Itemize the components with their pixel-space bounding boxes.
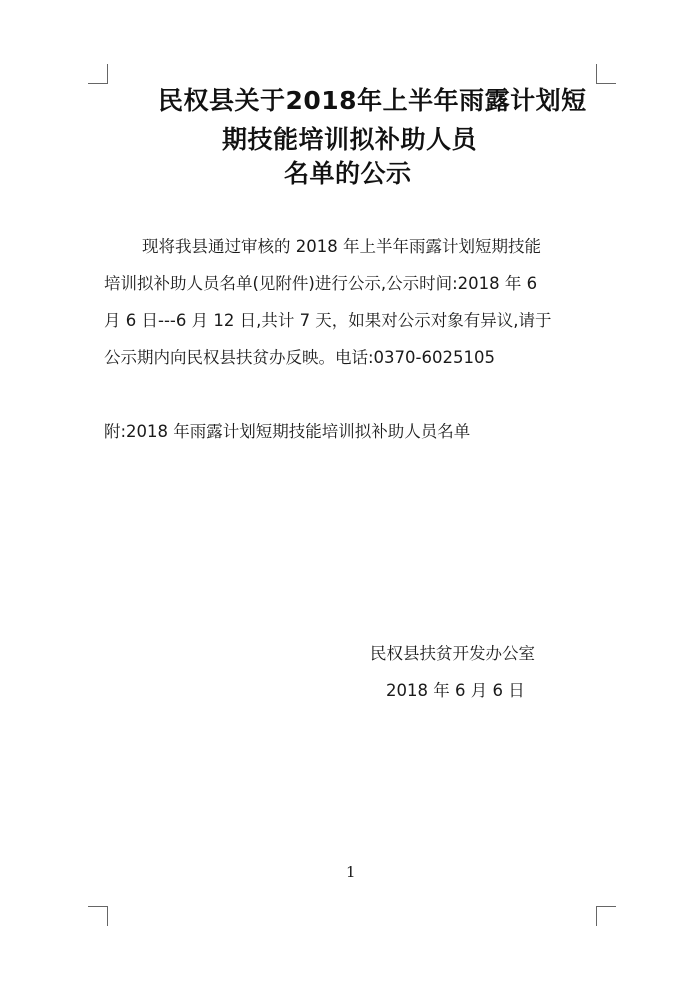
crop-mark-top-right [596, 64, 616, 84]
body-paragraph-line-3: 月 6 日---6 月 12 日,共计 7 天，如果对公示对象有异议,请于 [104, 311, 552, 330]
page-number: 1 [346, 863, 356, 881]
crop-mark-bottom-left [88, 906, 108, 926]
attachment-note: 附:2018 年雨露计划短期技能培训拟补助人员名单 [104, 422, 471, 441]
document-title-line-1: 民权县关于2018年上半年雨露计划短 [158, 86, 587, 115]
signature-organization: 民权县扶贫开发办公室 [370, 644, 535, 663]
body-paragraph-line-2: 培训拟补助人员名单(见附件)进行公示,公示时间:2018 年 6 [104, 274, 538, 293]
crop-mark-top-left [88, 64, 108, 84]
body-paragraph-line-4: 公示期内向民权县扶贫办反映。电话:0370-6025105 [104, 348, 495, 367]
document-title-line-3: 名单的公示 [284, 159, 412, 188]
body-paragraph-line-1: 现将我县通过审核的 2018 年上半年雨露计划短期技能 [142, 237, 541, 256]
document-title-line-2: 期技能培训拟补助人员 [222, 125, 478, 154]
crop-mark-bottom-right [596, 906, 616, 926]
signature-date: 2018 年 6 月 6 日 [386, 681, 525, 700]
